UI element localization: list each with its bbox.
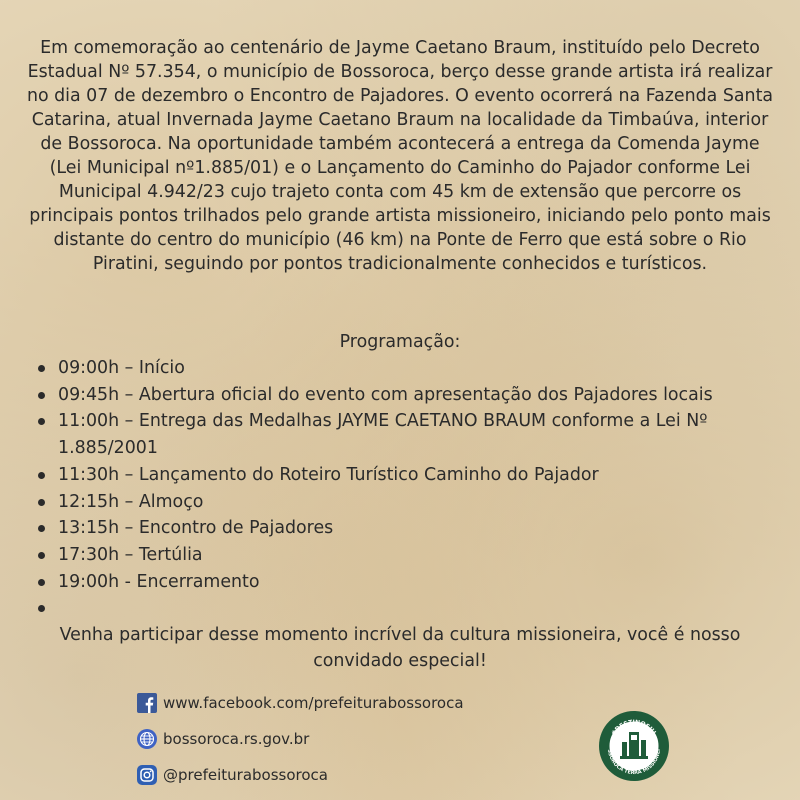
- svg-text:#DESTINOSUL: #DESTINOSUL: [610, 718, 658, 738]
- intro-paragraph: Em comemoração ao centenário de Jayme Caetano Braum, instituído pelo Decreto Estadual Nº 57.354, o município de Bossoroca, berço desse grande artista irá realizar no dia 07 de dezembro o Encontro de Pajadores. O evento ocorrerá na Fazenda Santa Catarina, atual Invernada Jayme Caetano Braum na localidade da Timbaúva, interior de Bossoroca. Na oportunidade também acontecerá a entrega da Comenda Jayme (Lei Municipal nº1.885/01) e o Lançamento do Caminho do Pajador conforme Lei Municipal 4.942/23 cujo trajeto conta com 45 km de extensão que percorre os principais pontos trilhados pelo grande artista missioneiro, iniciando pelo ponto mais distante do centro do município (46 km) na Ponte de Ferro que está sobre o Rio Piratini, seguindo por pontos tradicionalmente conhecidos e turísticos.: [26, 38, 774, 274]
- programacao-heading: Programação:: [339, 332, 461, 352]
- instagram-handle: @prefeiturabossoroca: [163, 766, 328, 784]
- schedule-item: 11:00h – Entrega das Medalhas JAYME CAETANO BRAUM conforme a Lei Nº 1.885/2001: [58, 408, 758, 461]
- instagram-link[interactable]: [137, 764, 464, 786]
- contacts: [137, 692, 464, 800]
- facebook-icon: [137, 693, 157, 713]
- schedule-item: 17:30h – Tertúlia: [58, 542, 758, 569]
- schedule-item: 09:45h – Abertura oficial do evento com apresentação dos Pajadores locais: [58, 382, 758, 409]
- facebook-link[interactable]: [137, 692, 464, 714]
- schedule-list: [58, 355, 758, 622]
- schedule-item-empty: [58, 595, 758, 622]
- closing-paragraph: Venha participar desse momento incrível da cultura missioneira, você é nosso convidado especial!: [59, 625, 741, 671]
- website-link[interactable]: [137, 728, 464, 750]
- schedule-item: 12:15h – Almoço: [58, 489, 758, 516]
- instagram-icon: [137, 765, 157, 785]
- schedule-item: 11:30h – Lançamento do Roteiro Turístico Caminho do Pajador: [58, 462, 758, 489]
- schedule-item: 13:15h – Encontro de Pajadores: [58, 515, 758, 542]
- website-url: bossoroca.rs.gov.br: [163, 730, 310, 748]
- facebook-url: www.facebook.com/prefeiturabossoroca: [163, 694, 464, 712]
- schedule-item: 09:00h – Início: [58, 355, 758, 382]
- svg-text:BOSSOROCA TERRA MISSIONEIRA: SSOROCA TERRA MISSIONEI: [606, 748, 662, 777]
- schedule-item: 19:00h - Encerramento: [58, 569, 758, 596]
- bossoroca-seal-logo: [598, 710, 670, 782]
- globe-icon: [137, 729, 157, 749]
